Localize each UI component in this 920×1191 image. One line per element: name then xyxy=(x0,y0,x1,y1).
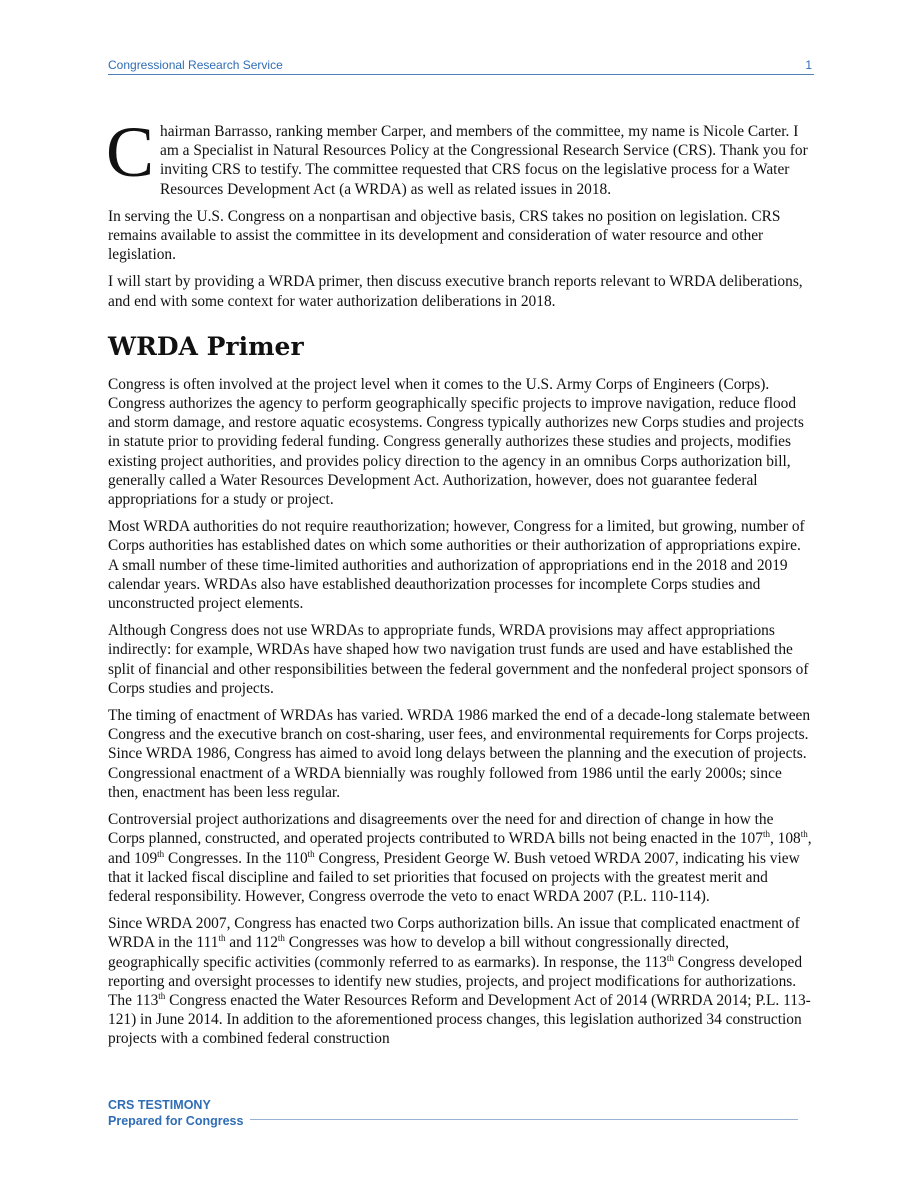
intro-paragraph-3: I will start by providing a WRDA primer, then discuss executive branch reports relevant to WRDA deliberations, and end with some context for water authorization deliberations in 2018. xyxy=(108,273,803,310)
p5-text-a: Controversial project authorizations and disagreements over the need for and direction of change in how the Corps planned, constructed, and operated projects contributed to WRDA bills not being enacted in the 107 xyxy=(108,811,774,848)
p5-ordinal-2: th xyxy=(800,829,808,840)
p6-text-d: Congress developed reporting and oversight processes to identify new studies, projects, and project modifications for authorizations. The 113 xyxy=(108,953,803,1009)
page-number: 1 xyxy=(805,58,812,72)
p6-ordinal-4: th xyxy=(158,990,166,1001)
footer-line-2: Prepared for Congress xyxy=(108,1114,244,1128)
p5-text-b: , 108 xyxy=(769,830,801,848)
p6-ordinal-1: th xyxy=(218,933,226,944)
p5-ordinal-1: th xyxy=(762,829,770,840)
section-paragraph-1: Congress is often involved at the project level when it comes to the U.S. Army Corps of Engineers (Corps). Congress authorizes the agency to perform geographically specific projects to improve navigation, reduce flood and storm damage, and restore aquatic ecosystems. Congress typically authorizes new Corps studies and projects in statute prior to providing federal funding. Congress generally authorizes these studies and projects, modifies existing project authorities, and provides policy direction to the agency in an omnibus Corps authorization bill, generally called a Water Resources Development Act. Authorization, however, does not guarantee federal appropriations for a study or project. xyxy=(108,375,804,509)
p6-text-a: Since WRDA 2007, Congress has enacted two Corps authorization bills. An issue that complicated enactment of WRDA in the 111 xyxy=(108,915,800,952)
section-paragraph-5 xyxy=(108,810,814,906)
footer-line-1: CRS TESTIMONY xyxy=(108,1098,211,1112)
section-paragraph-3: Although Congress does not use WRDAs to appropriate funds, WRDA provisions may affect appropriations indirectly: for example, WRDAs have shaped how two navigation trust funds are used and have established the split of financial and other responsibilities between the federal government and the nonfederal project sponsors of Corps studies and projects. xyxy=(108,622,809,697)
p5-text-e: Congress, President George W. Bush vetoed WRDA 2007, indicating his view that it lacked fiscal discipline and failed to set priorities that focused on projects with the greatest merit and federal responsibility. However, Congress overrode the veto to enact WRDA 2007 (P.L. 110-114). xyxy=(108,849,800,905)
running-header xyxy=(108,58,814,75)
running-footer xyxy=(108,1097,798,1129)
document-body xyxy=(106,112,814,1057)
intro-paragraph-1-text: hairman Barrasso, ranking member Carper, and members of the committee, my name is Nicole Carter. I am a Specialist in Natural Resources Policy at the Congressional Research Service (CRS). Thank you for inviting CRS to testify. The committee requested that CRS focus on the legislative process for a Water Resources Development Act (a WRDA) as well as related issues in 2018. xyxy=(160,123,808,198)
section-paragraph-4: The timing of enactment of WRDAs has varied. WRDA 1986 marked the end of a decade-long stalemate between Congress and the executive branch on cost-sharing, user fees, and environmental requirements for Corps projects. Since WRDA 1986, Congress has aimed to avoid long delays between the planning and the execution of projects. Congressional enactment of a WRDA biennially was roughly followed from 1986 until the early 2000s; since then, enactment has been less regular. xyxy=(108,707,811,801)
section-paragraph-2: Most WRDA authorities do not require reauthorization; however, Congress for a limited, but growing, number of Corps authorities has established dates on which some authorities or their authorization of appropriations expire. A small number of these time-limited authorities and authorization of appropriations end in the 2018 and 2019 calendar years. WRDAs also have established deauthorization processes for incomplete Corps studies and unconstructed project elements. xyxy=(108,518,805,613)
p5-text-d: Congresses. In the 110 xyxy=(164,849,308,867)
section-paragraph-6 xyxy=(108,914,814,1048)
p6-text-e: Congress enacted the Water Resources Reform and Development Act of 2014 (WRRDA 2014; P.L. 113-121) in June 2014. In addition to the aforementioned process changes, this legislation authorized 34 construction projects with a combined federal construction xyxy=(108,991,811,1048)
drop-cap: C xyxy=(106,112,155,192)
p6-ordinal-2: th xyxy=(277,933,285,944)
p6-text-c: Congresses was how to develop a bill without congressionally directed, geographically specific activities (commonly referred to as earmarks). In response, the 113 xyxy=(108,934,730,971)
intro-paragraph-1 xyxy=(106,112,814,199)
p5-ordinal-3: th xyxy=(157,848,165,859)
section-heading: WRDA Primer xyxy=(108,331,304,361)
p5-text-c: , and 109 xyxy=(108,830,812,867)
header-org-name: Congressional Research Service xyxy=(108,58,283,72)
p5-ordinal-4: th xyxy=(307,848,315,859)
p6-text-b: and 112 xyxy=(225,934,278,952)
footer-rule xyxy=(250,1119,798,1120)
p6-ordinal-3: th xyxy=(666,952,674,963)
intro-paragraph-2: In serving the U.S. Congress on a nonpartisan and objective basis, CRS takes no position on legislation. CRS remains available to assist the committee in its development and consideration of water resource and other legislation. xyxy=(108,207,781,264)
